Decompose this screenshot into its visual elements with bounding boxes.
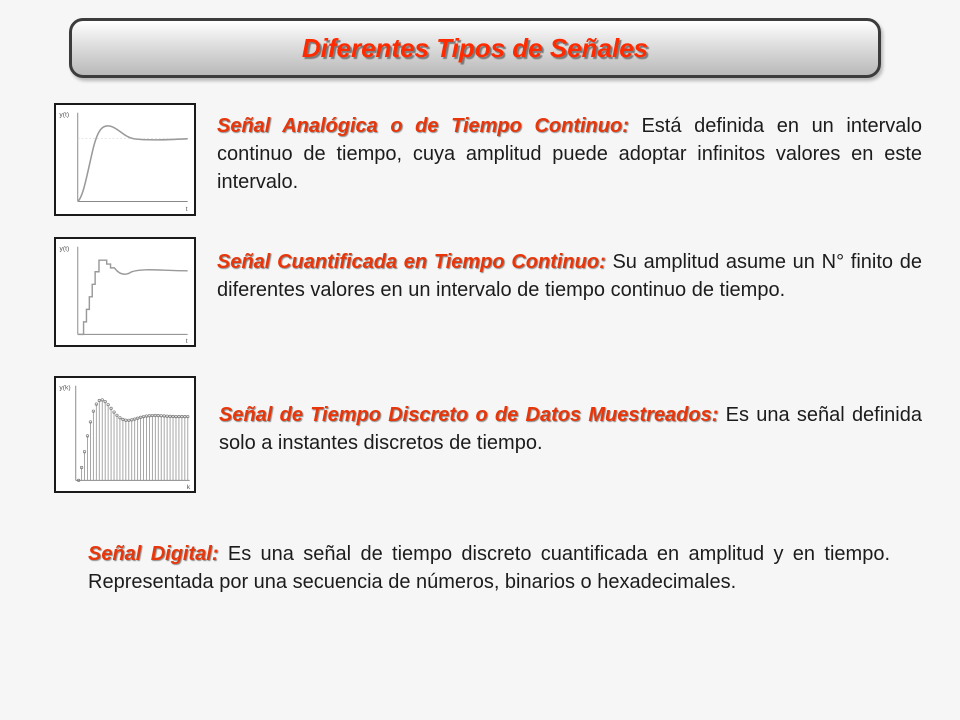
quantized-signal-plot: [56, 239, 194, 345]
analog-signal-description: [217, 112, 922, 196]
quantized-signal-text: Su amplitud asume un N° finito de diferentes valores en un intervalo de tiempo continuo de tiempo.: [217, 251, 922, 301]
discrete-signal-graph: [54, 376, 196, 493]
digital-signal-description: [88, 540, 890, 596]
y-axis-label: y(k): [59, 384, 71, 392]
analog-signal-graph: [54, 103, 196, 216]
y-axis-label: y(t): [59, 245, 70, 253]
discrete-signal-heading: Señal de Tiempo Discreto o de Datos Muestreados:: [219, 404, 719, 426]
discrete-signal-description: [219, 401, 922, 457]
quantized-signal-description: [217, 248, 922, 304]
x-axis-label: t: [185, 338, 188, 345]
analog-signal-text: Está definida en un intervalo continuo de tiempo, cuya amplitud puede adoptar infinitos valores en este intervalo.: [217, 115, 922, 193]
digital-signal-text: Es una señal de tiempo discreto cuantificada en amplitud y en tiempo. Representada por una secuencia de números, binarios o hexadecimales.: [88, 543, 890, 593]
signal-curve: [78, 260, 188, 334]
y-axis-label: y(t): [59, 111, 70, 119]
digital-signal-heading: Señal Digital:: [88, 543, 219, 565]
quantized-signal-graph: [54, 237, 196, 347]
discrete-signal-plot: [56, 378, 194, 491]
page-title: Diferentes Tipos de Señales: [301, 32, 649, 63]
signal-curve: [78, 126, 188, 202]
x-axis-label: t: [185, 206, 188, 214]
analog-signal-heading: Señal Analógica o de Tiempo Continuo:: [217, 115, 629, 137]
quantized-signal-heading: Señal Cuantificada en Tiempo Continuo:: [217, 251, 606, 273]
x-axis-label: k: [186, 484, 191, 491]
title-banner: [69, 18, 881, 78]
analog-signal-plot: [56, 105, 194, 214]
discrete-signal-text: Es una señal definida solo a instantes discretos de tiempo.: [219, 404, 922, 454]
